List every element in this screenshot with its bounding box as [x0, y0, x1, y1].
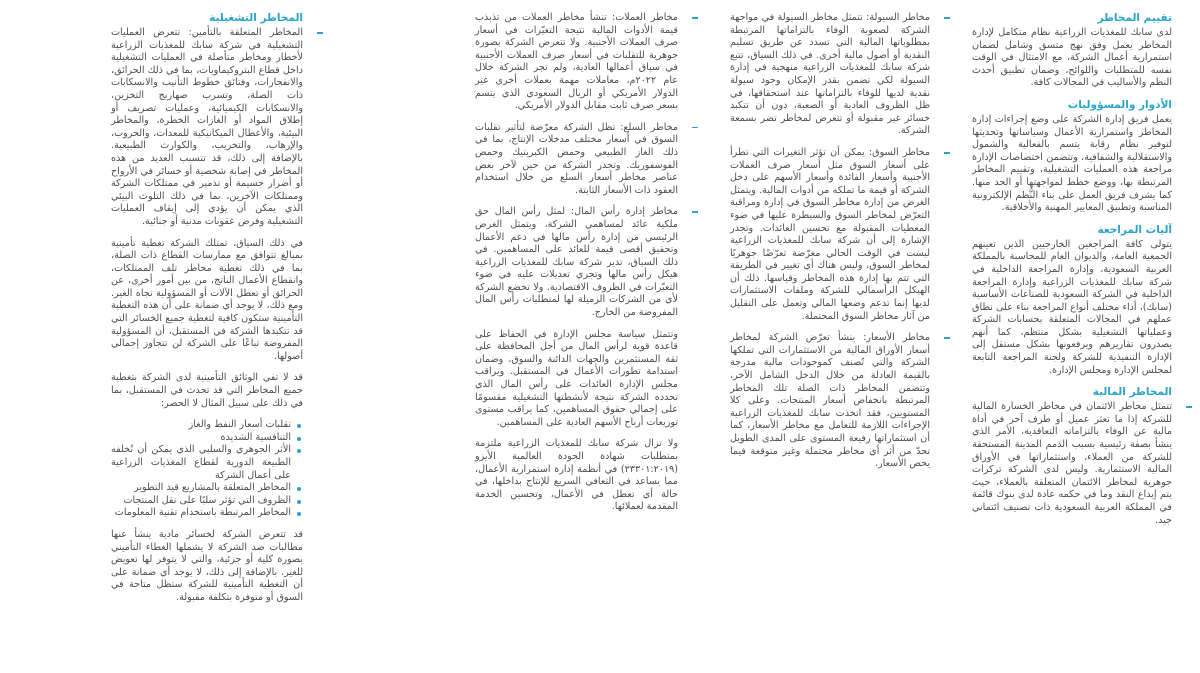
- dash-marker-icon: [317, 32, 323, 34]
- column-operational-risks: [111, 12, 303, 614]
- dash-marker-icon: [944, 17, 950, 19]
- bullet-item: الظروف التي تؤثر سلبًا على نقل المنتجات: [111, 495, 303, 508]
- paragraph-uninsured-losses: قد تتعرض الشركة لخسائر مادية ينشأ عنها مطالبات ضد الشركة لا يشملها الغطاء التأميني بصورة كلية أو جزئية، والتي لا يتوفر لها تعويض للغير. بالإضافة إلى ذلك، لا يوجد أي ضمانة على أن التغطية التأمينية للشركة ستظل متاحة في السوق أو متوفرة بتكلفة مقبولة.: [111, 528, 303, 603]
- market-risk-item: [730, 147, 930, 323]
- column-currency-capital: [475, 12, 678, 523]
- dash-marker-icon: [692, 211, 698, 213]
- dash-marker-icon: [944, 337, 950, 339]
- paragraph-commodity-risk: مخاطر السلع: تظل الشركة معرّضة لتأثير تقلبات السوق في أسعار مختلف مدخلات الإنتاج، بما في ذلك الغاز الطبيعي وحمض الكبريتيك وحمض الفوسفوريك. وتجدر الشركة من حين لآخر بعض عناصر مخاطر أسعار السلع من خلال استخدام العقود ذات الأسعار الثابتة.: [475, 121, 678, 196]
- heading-roles: الأدوار والمسؤوليات: [1067, 98, 1172, 111]
- capital-risk-item: [475, 206, 678, 319]
- paragraph-iso: ولا تزال شركة سابك للمغذيات الزراعية ملتزمة بمتطلبات شهادة الجودة العالمية الأيزو (٢٣٣٠١:٢٠١٩) في أنظمة إدارة استمرارية الأعمال، مما يساعد في التعافي السريع للإنتاج بداخلها، في حالة أي تعطل في الأعمال، وتحسين الخدمة المقدمة لعملائها.: [475, 438, 678, 513]
- dash-marker-icon: [692, 17, 698, 19]
- credit-risk-item: [972, 401, 1172, 527]
- heading-operational-risks: المخاطر التشغيلية: [209, 12, 303, 24]
- column-risk-assessment: [972, 12, 1172, 536]
- risk-bullet-list: [111, 419, 303, 520]
- paragraph-insurance-risk: المخاطر المتعلقة بالتأمين: تتعرض العمليات التشغيلية في شركة سابك للمغذيات الزراعية لأخطار ومخاطر متأصلة في العمليات التشغيلية داخل قطاع البتروكيماويات، بما في ذلك الحرائق، والانفجارات، وفتائق خطوط التأنيب والانسكابات ذات الصلة، وتسرب صهاريج التخزين، والانسكابات الكيميائية، وعمليات تصريف أو إطلاق المواد أو الغازات الخطرة، والمخاطر البيئية، والأعطال الميكانيكية للمعدات، والحروب، والإرهاب، والتخريب، والكوارث الطبيعية. بالإضافة إلى ذلك، قد تتسبب العديد من هذه المخاطر في إصابة شخصية أو خسائر في الأرواح أو أضرار جسيمة أو تدمير في ممتلكات الشركة وممتلكات الآخرين، بما في ذلك التلوث البيئي الذي يمكن أن يؤدي إلى إيقاف العمليات التشغيلية وفرض عقوبات مدنية أو جنائية.: [111, 27, 303, 227]
- currency-risk-item: [475, 12, 678, 113]
- paragraph-market-risk: مخاطر السوق: يمكن أن تؤثر التغيرات التي تطرأ على أسعار السوق مثل أسعار صرف العملات الأجنبية وأسعار الفائدة وأسعار الأسهم على دخل الشركة أو قيمة ما تملكه من أدوات المالية. ويتمثل الغرض من إدارة مخاطر السوق في إدارة ومراقبة التعرّض لمخاطر السوق والسيطرة عليها في ضوء المعطيات المقبولة مع تحسين العائدات. وتجدر الإشارة إلى أن شركة سابك للمغذيات الزراعية ليست في الوقت الحالي معرّضة تعرّضًا جوهريًا لمخاطر السوق، وليس هناك أي تغيير في الطريقة التي تتم بها إدارة هذه المخاطر وقياسها. ذلك أن الهيكل الرأسمالي للشركة وملفات الاستثمارات لديها إنما تدعم وضعها المالي وتعمل على التقليل من آثار مخاطر السوق المحتملة.: [730, 146, 930, 322]
- bullet-item: المخاطر المتعلقة بالمشاريع قيد التطوير: [111, 482, 303, 495]
- heading-financial-risks: المخاطر المالية: [1092, 386, 1172, 399]
- paragraph-currency-risk: مخاطر العملات: تنشأ مخاطر العملات من تذبذب قيمة الأدوات المالية نتيجة التغيّرات في أسعار صرف العملات الأجنبية. ولا تتعرض الشركة بصورة جوهرية للتقلبات في أسعار صرف العملات الأجنبية في سياق أعمالها العادية، ولم تجر الشركة خلال عام ٢٠٢٢م، معاملات مهمة بعملات أخرى غير الدولار الأمريكي أو الريال السعودي الذي يتسم بسعر صرف ثابت مقابل الدولار الأمريكي.: [475, 12, 678, 112]
- paragraph-insurance-limits: قد لا تفي الوثائق التأمينية لدى الشركة بتغطية جميع المخاطر التي قد تحدث في المستقبل، بما في ذلك على سبيل المثال لا الحصر:: [111, 372, 303, 409]
- bullet-item: الأثر الجوهري والسلبي الذي يمكن أن تُخلفه الطبيعة الدورية لقطاع المغذيات الزراعية على أعمال الشركة: [111, 444, 303, 482]
- paragraph-credit-risk: تتمثل مخاطر الائتمان في مخاطر الخسارة المالية للشركة إذا ما تعثر عميل أو طرف آخر في أداة مالية عن الوفاء بالتزاماته التعاقدية، الأمر الذي ينشأ بصفة رئيسية بسبب الذمم المدينة المستحقة للشركة من العملاء، واستثماراتها في الأوراق المالية الاستثمارية. وليس لدى الشركة تركزات جوهرية لمخاطر الائتمان المتعلقة بالعملاء، حيث يتم إيداع النقد وما في حكمه عادة لدى بنوك قائمة في المملكة العربية السعودية ذات تصنيف ائتماني جيد.: [972, 401, 1172, 526]
- dash-marker-icon: [944, 152, 950, 154]
- price-risk-item: [730, 332, 930, 471]
- liquidity-risk-item: [730, 12, 930, 138]
- paragraph-liquidity-risk: مخاطر السيولة: تتمثل مخاطر السيولة في مواجهة الشركة لصعوبة الوفاء بالتزاماتها المرتبطة بمطلوباتها المالية التي تسدد عن طريق تسليم النقدية أو أصول مالية أخرى. في ذلك السياق، تتبع شركة سابك للمغذيات الزراعية منهجية في إدارة السيولة لكي تضمن بقدر الإمكان وجود سيولة نقدية لديها للوفاء بالتزاماتها عند استحقاقها، في ظل الظروف العادية أو الصعبة، دون أن تتكبد خسائر غير مقبولة أو تتعرض لمخاطر تضر بسمعة الشركة.: [730, 12, 930, 137]
- insurance-risk-item: [111, 27, 303, 229]
- commodity-risk-item: [475, 122, 678, 198]
- paragraph-insurance-coverage: في ذلك السياق، تمتلك الشركة تغطية تأمينية بمبالغ تتوافق مع ممارسات القطاع ذات الصلة، بما في ذلك تغطية مخاطر تلف الممتلكات، وانقطاع الأعمال الناتج، من بين أمور أخرى، عن الحرائق أو تعطل الآلات أو المسؤولية تجاه الغير. ومع ذلك، لا يوجد أي ضمانة على أن هذه التغطية التأمينية ستكون كافية لتغطية جميع الخسائر التي قد تتكبدها الشركة في المستقبل، أن المسؤولية المفروضة تباعًا على الشركة لن تتجاوز إجمالي أصولها.: [111, 237, 303, 362]
- paragraph-risk-assessment: لدى سابك للمغذيات الزراعية نظام متكامل لإدارة المخاطر يعمل وفق نهج متسق وشامل لضمان استمرارية أعمال الشركة، مع الامتثال في الوقت نفسه للمتطلبات واللوائح، وضمان تطبيق أحدث النظم والأساليب في المجالات كافة.: [972, 27, 1172, 89]
- section-roles: [972, 99, 1172, 215]
- dash-marker-icon: [692, 127, 698, 129]
- section-risk-assessment: [972, 12, 1172, 90]
- heading-audit: آليات المراجعة: [1097, 223, 1172, 236]
- bullet-item: المخاطر المرتبطة باستخدام تقنية المعلومات: [111, 507, 303, 520]
- heading-risk-assessment: تقييم المخاطر: [1097, 12, 1172, 24]
- paragraph-audit: يتولى كافة المراجعين الخارجيين الذين تعينهم الجمعية العامة، والديوان العام للمحاسبة بالمملكة العربية السعودية، وإدارة المراجعة الداخلية في شركة سابك للمغذيات الزراعية وإدارة المراجعة الداخلية في الشركة السعودية للصناعات الأساسية (سابك)، أداء مختلف أنواع المراجعة بناء على نطاق عملهم في المجالات المتعلقة بحسابات الشركة وعملياتها التشغيلية بشكل منتظم، كما أنهم يصدرون تقاريرهم ويرفعونها بشكل مستقل إلى الإدارة التنفيذية للشركة ولجنة المراجعة التابعة لمجلس الإدارة ومجلس الإدارة.: [972, 238, 1172, 376]
- column-liquidity-market: [730, 12, 930, 480]
- paragraph-capital-risk: مخاطر إدارة رأس المال: لمثل رأس المال حق ملكية عائد لمساهمي الشركة، ويتمثل الغرض الرئيسي من إدارة رأس مالها في دعم الأعمال وتحقيق أقصى قيمة للعائد على المساهمين. في ذلك السياق، تدير شركة سابك للمغذيات الزراعية هيكل رأس مالها وتجري تعديلات عليه في ضوء التغيّرات في الظروف الاقتصادية. ولا تخضع الشركة لأي من الشركات الزميلة لها لمتطلبات رأس المال المفروضة من الخارج.: [475, 206, 678, 319]
- bullet-item: التنافسية الشديدة: [111, 432, 303, 445]
- bullet-item: تقلبات أسعار النفط والغاز: [111, 419, 303, 432]
- section-financial-risks: [972, 386, 1172, 527]
- dash-marker-icon: [1186, 406, 1192, 408]
- paragraph-price-risk: مخاطر الأسعار: ينشأ تعرّض الشركة لمخاطر أسعار الأوراق المالية من الاستثمارات التي تملكها الشركة والتي تُصنف كموجودات مالية مدرجة بالقيمة العادلة من خلال الدخل الشامل الآخر، وتتضمن المخاطر ذات الصلة تلك المخاطر المرتبطة بانخفاض أسعار المنتجات. وعلى كلا المستويين، فقد اتخذت سابك للمغذيات الزراعية الإجراءات اللازمة للتعامل مع مخاطر الأسعار، كما أن استثماراتها رفيعة المستوى على المدى الطويل تحدّ من أثر أي مخاطر محتملة وغير متوقعة فيما يخص الأسعار.: [730, 332, 930, 470]
- paragraph-board-policy: وتتمثل سياسة مجلس الإدارة في الحفاظ على قاعدة قوية لرأس المال من أجل المحافظة على ثقة المستثمرين والجهات الدائنة والسوق، وضمان استدامة تطورات الأعمال في المستقبل. ويراقب مجلس الإدارة العائدات على رأس المال الذي تحدده الشركة نتيجة لأنشطتها التشغيلية مقسومًا على إجمالي حقوق المساهمين، كما يراقب مستوى توزيعات أرباح الأسهم العادية على المساهمين.: [475, 328, 678, 428]
- section-audit: [972, 224, 1172, 378]
- paragraph-roles: يعمل فريق إدارة الشركة على وضع إجراءات إدارة المخاطر واستمرارية الأعمال وسياساتها وتحديثها لتوفير نظام رقابة يتسم بالفعالية والشمول والاستقلالية والشفافية، وتتضمن اختصاصات الإدارة مراجعة هذه العمليات التشغيلية، وتقييم المخاطر المرتبطة بها، ووضع خطط لمواجهتها أو الحد منها. كما يشرف فريق العمل على بناء النُّظم الإلكترونية المناسبة وتطبيق المعايير المهنية والأخلاقية.: [972, 113, 1172, 214]
